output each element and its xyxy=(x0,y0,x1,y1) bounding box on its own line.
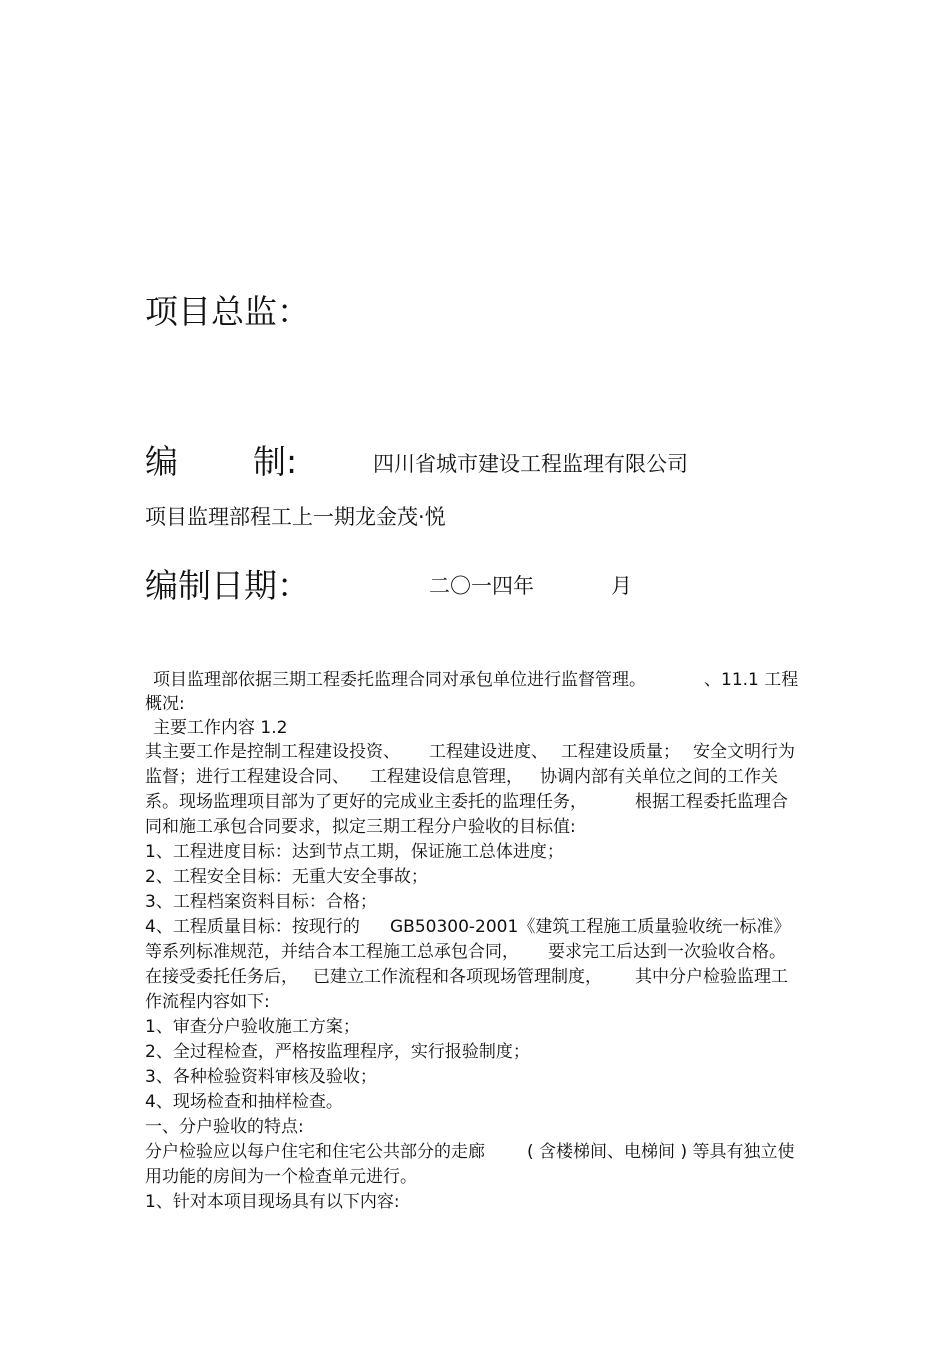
body-line: 、11.1 工程 xyxy=(704,670,799,690)
body-line: 系。现场监理项目部为了更好的完成业主委托的监理任务， xyxy=(145,792,587,812)
body-line: 2、工程安全目标：无重大安全事故； xyxy=(145,867,428,887)
body-line: 安全文明行为 xyxy=(693,742,795,762)
body-line: 同和施工承包合同要求，拟定三期工程分户验收的目标值: xyxy=(145,817,576,837)
body-line: GB50300-2001《建筑工程施工质量验收统一标准》 xyxy=(390,917,791,937)
compiled-by-label-part1: 编 xyxy=(145,442,178,481)
body-line: 主要工作内容 1.2 xyxy=(153,718,288,738)
company-name: 四川省城市建设工程监理有限公司 xyxy=(373,452,688,476)
compile-date-month: 月 xyxy=(611,574,632,598)
body-line: 要求完工后达到一次验收合格。 xyxy=(548,942,786,962)
body-line: 其主要工作是控制工程建设投资、 xyxy=(145,742,400,762)
compile-date-label: 编制日期： xyxy=(145,566,310,605)
body-line: 1、工程进度目标：达到节点工期，保证施工总体进度； xyxy=(145,842,564,862)
body-line: 3、工程档案资料目标：合格； xyxy=(145,892,377,912)
body-line: ( 含楼梯间、电梯间 ) 等具有独立使 xyxy=(527,1142,795,1162)
body-line: 1、审查分户验收施工方案； xyxy=(145,1017,360,1037)
body-line: 根据工程委托监理合 xyxy=(635,792,788,812)
body-line: 一、分户验收的特点: xyxy=(145,1117,304,1137)
body-line: 概况: xyxy=(145,694,185,714)
chief-supervisor-label: 项目总监： xyxy=(145,292,310,331)
compiled-by-label-part2: 制: xyxy=(253,442,298,481)
body-line: 协调内部有关单位之间的工作关 xyxy=(540,767,778,787)
compile-date-year: 二〇一四年 xyxy=(429,574,534,598)
body-line: 项目监理部依据三期工程委托监理合同对承包单位进行监督管理。 xyxy=(153,670,646,690)
body-line: 4、现场检查和抽样检查。 xyxy=(145,1092,343,1112)
body-line: 工程建设质量； xyxy=(561,742,680,762)
body-line: 1、针对本项目现场具有以下内容: xyxy=(145,1192,400,1212)
body-line: 监督；进行工程建设合同、 xyxy=(145,767,349,787)
body-line: 等系列标准规范，并结合本工程施工总承包合同， xyxy=(145,942,519,962)
body-line: 其中分户检验监理工 xyxy=(635,967,788,987)
body-line: 在接受委托任务后， xyxy=(145,967,298,987)
body-line: 3、各种检验资料审核及验收； xyxy=(145,1067,377,1087)
body-line: 已建立工作流程和各项现场管理制度， xyxy=(313,967,602,987)
body-line: 2、全过程检查，严格按监理程序，实行报验制度； xyxy=(145,1042,530,1062)
body-line: 4、工程质量目标：按现行的 xyxy=(145,917,360,937)
body-line: 分户检验应以每户住宅和住宅公共部分的走廊 xyxy=(145,1142,485,1162)
body-line: 用功能的房间为一个检查单元进行。 xyxy=(145,1167,417,1187)
body-line: 工程建设进度、 xyxy=(429,742,548,762)
body-line: 作流程内容如下: xyxy=(145,992,270,1012)
body-line: 工程建设信息管理， xyxy=(370,767,523,787)
department-name: 项目监理部程工上一期龙金茂·悦 xyxy=(145,505,446,529)
